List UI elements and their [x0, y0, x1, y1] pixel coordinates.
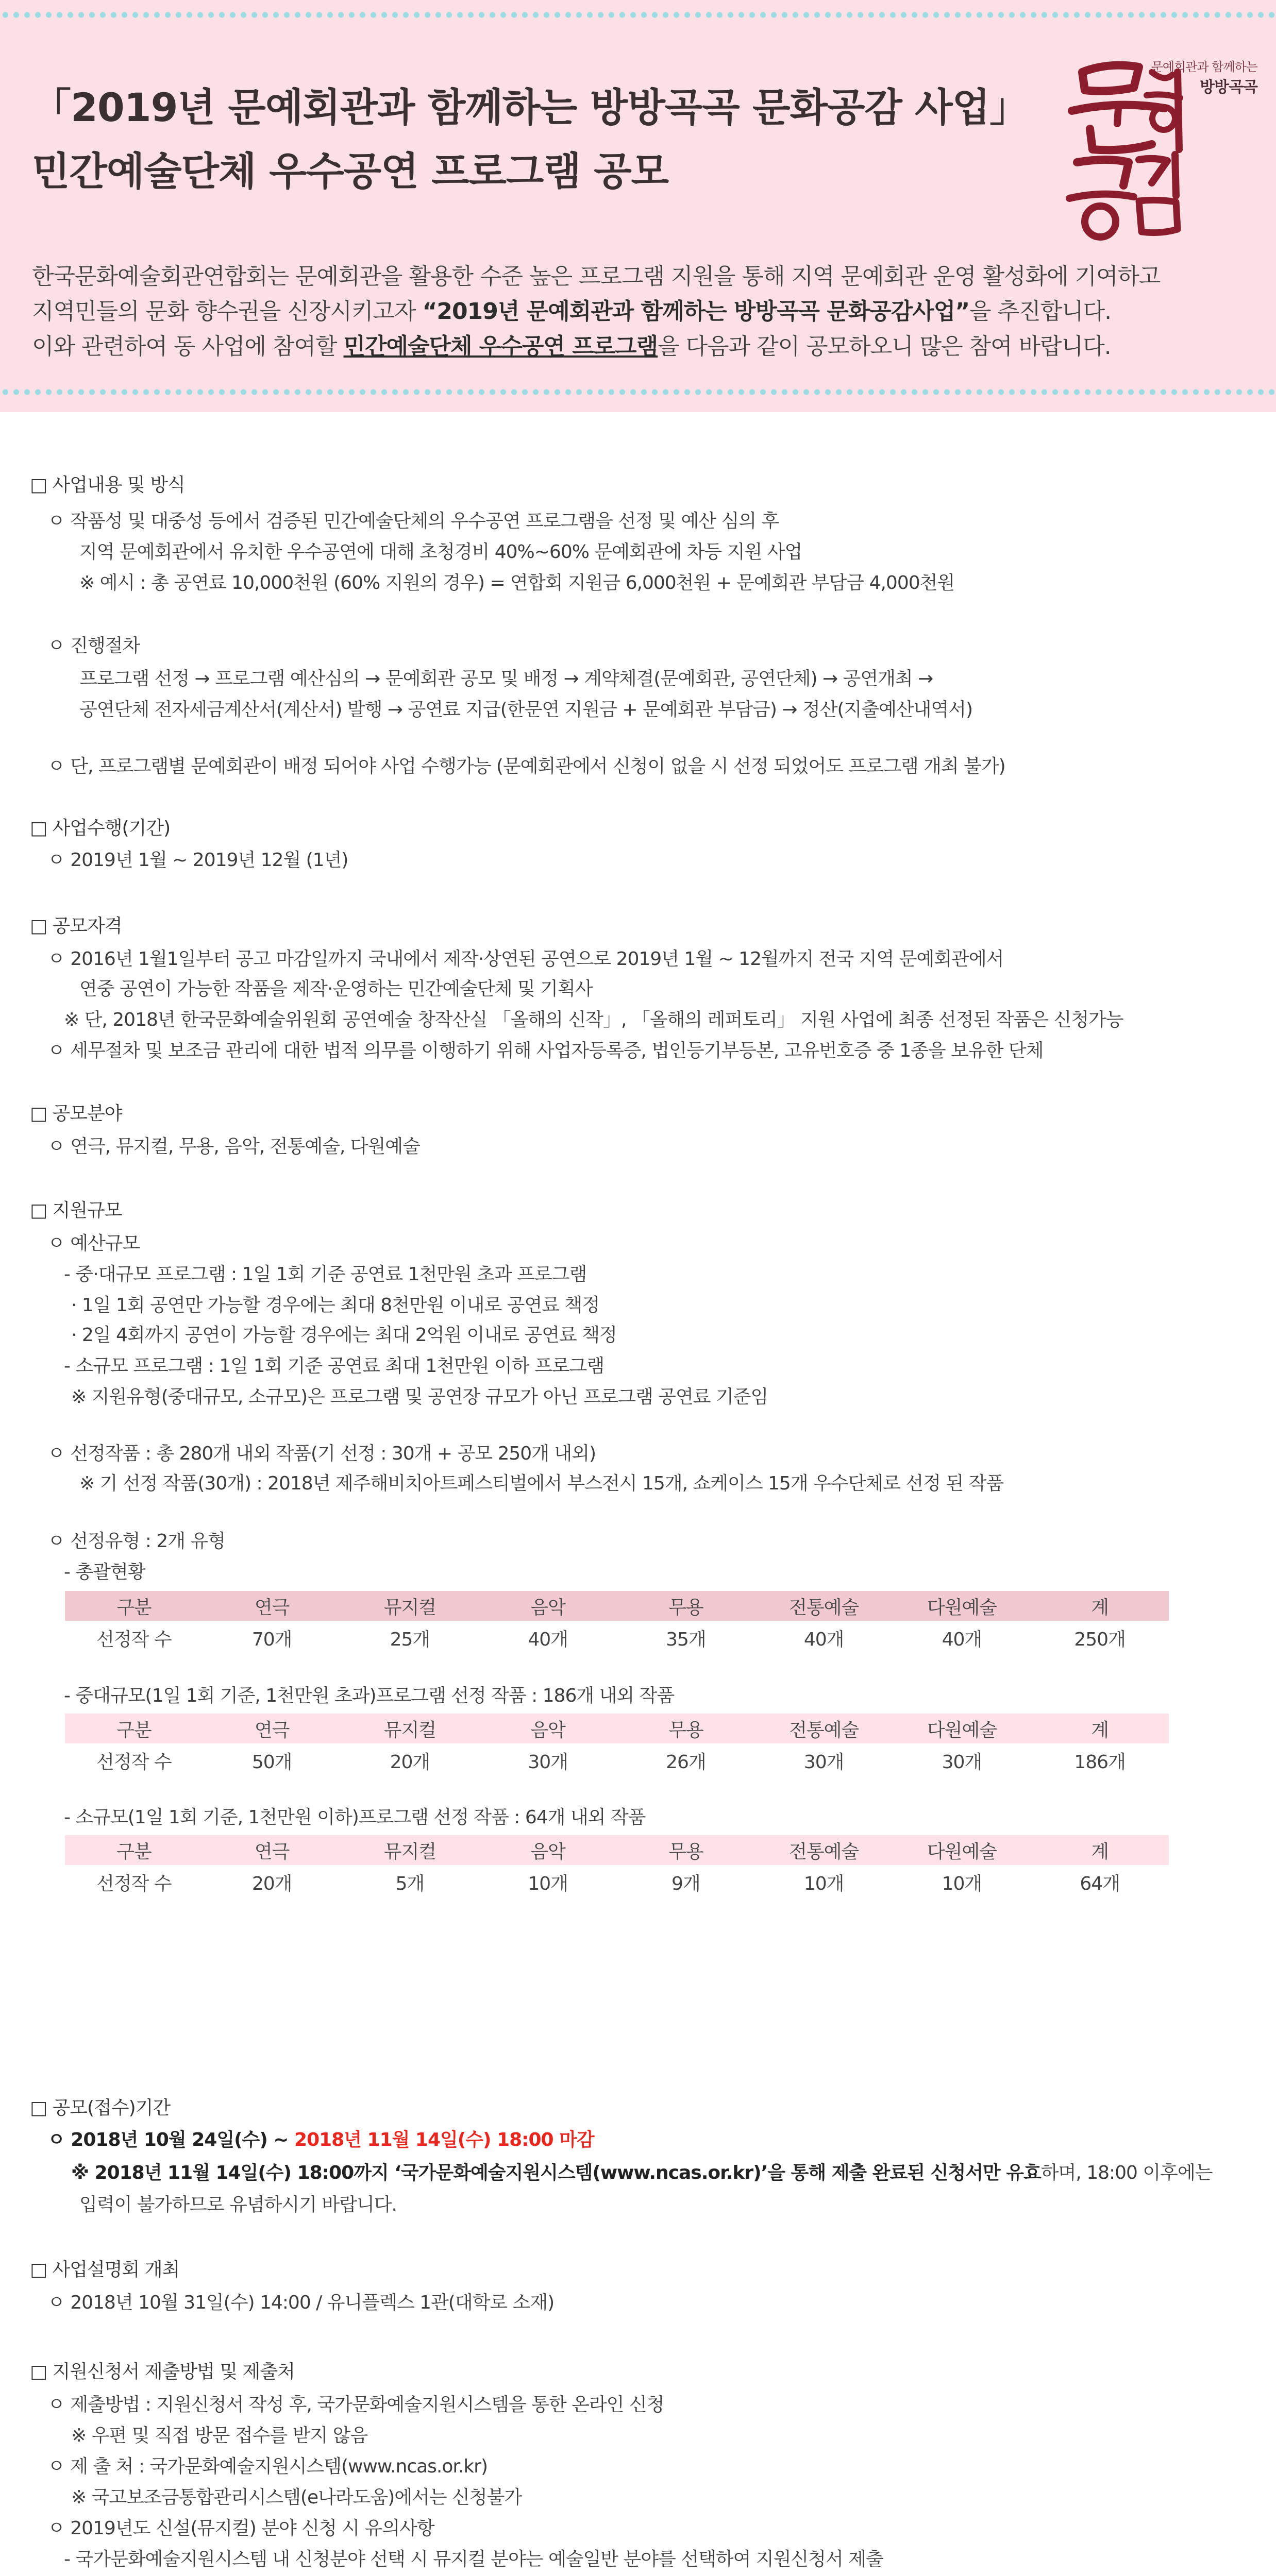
dotted-border-bottom [0, 387, 1276, 397]
page-title-line2: 민간예술단체 우수공연 프로그램 공모 [32, 148, 669, 194]
selection-note: ※ 기 선정 작품(30개) : 2018년 제주해비치아트페스티벌에서 부스전시 15개, 쇼케이스 15개 우수단체로 선정 된 작품 [79, 1473, 1004, 1494]
application-period [47, 2129, 594, 2151]
table-cell: 40개 [528, 1629, 568, 1650]
table-cell: 40개 [803, 1629, 844, 1650]
table-cell: 20개 [390, 1751, 430, 1773]
table-cell: 26개 [666, 1751, 706, 1773]
bullet-text: ㅇ 작품성 및 대중성 등에서 검증된 민간예술단체의 우수공연 프로그램을 선정 및 예산 심의 후 [47, 511, 779, 532]
table-row [65, 1621, 1169, 1655]
table-header-cell: 음악 [479, 1835, 617, 1865]
table-header-cell: 뮤지컬 [341, 1714, 479, 1743]
project-name-emphasis: “2019년 문예회관과 함께하는 방방곡곡 문화공감사업” [422, 298, 970, 325]
deadline-note-emphasis: ※ 2018년 11월 14일(수) 18:00까지 ‘국가문화예술지원시스템(www.ncas.or.kr)’을 통해 제출 완료된 신청서만 유효 [71, 2162, 1041, 2183]
table-header-cell: 계 [1031, 1835, 1169, 1865]
total-status-table [65, 1591, 1169, 1655]
table-cell: 5개 [395, 1873, 425, 1894]
section-heading-eligibility: □ 공모자격 [30, 916, 122, 937]
table-header-cell: 뮤지컬 [341, 1591, 479, 1621]
bullet-text: ㅇ 제 출 처 : 국가문화예술지원시스템(www.ncas.or.kr) [47, 2456, 488, 2477]
intro-line-1 [32, 258, 1161, 291]
period-start: ㅇ 2018년 10월 24일(수) ~ [47, 2129, 295, 2150]
table-header-cell: 다원예술 [893, 1591, 1031, 1621]
table-cell: 186개 [1074, 1751, 1126, 1773]
table-header-cell: 연극 [203, 1591, 341, 1621]
bullet-text: ㅇ 단, 프로그램별 문예회관이 배정 되어야 사업 수행가능 (문예회관에서 신청이 없을 시 선정 되었어도 프로그램 개최 불가) [47, 756, 1005, 777]
section-heading-scale: □ 지원규모 [30, 1200, 122, 1221]
deadline-note [71, 2162, 1213, 2184]
section-heading-briefing: □ 사업설명회 개최 [30, 2259, 180, 2280]
table-cell: 10개 [803, 1873, 844, 1894]
bullet-text: ㅇ 2019년 1월 ~ 2019년 12월 (1년) [47, 850, 348, 871]
intro-text: 이와 관련하여 동 사업에 참여할 [32, 333, 344, 360]
dotted-border-top [0, 10, 1276, 20]
header-banner [0, 0, 1276, 412]
intro-text: 을 추진합니다. [969, 298, 1112, 325]
intro-text: 한국문화예술회관연합회는 문예회관을 활용한 수준 높은 프로그램 지원을 통해 지역 문예회관 운영 활성화에 기여하고 [32, 263, 1161, 290]
table-header-cell: 전통예술 [755, 1591, 893, 1621]
table-cell: 20개 [251, 1873, 292, 1894]
table-header-cell: 구분 [65, 1835, 203, 1865]
bullet-text: ㅇ 예산규모 [47, 1233, 140, 1254]
process-steps-line2: 공연단체 전자세금계산서(계산서) 발행 → 공연료 지급(한문연 지원금 + 문예회관 부담금) → 정산(지출예산내역서) [79, 699, 973, 720]
table-cell: 50개 [251, 1751, 292, 1773]
section-heading-application-period: □ 공모(접수)기간 [30, 2097, 171, 2119]
table-header-cell: 연극 [203, 1835, 341, 1865]
table-caption-total: - 총괄현황 [64, 1562, 145, 1583]
table-header-cell: 구분 [65, 1591, 203, 1621]
eligibility-note: ※ 단, 2018년 한국문화예술위원회 공연예술 창작산실 「올해의 신작」, 「올해의 레퍼토리」 지원 사업에 최종 선정된 작품은 신청가능 [64, 1009, 1123, 1030]
program-name-emphasis: 민간예술단체 우수공연 프로그램 [343, 333, 658, 360]
table-cell: 선정작 수 [96, 1629, 172, 1650]
budget-note: ※ 지원유형(중대규모, 소규모)은 프로그램 및 공연장 규모가 아닌 프로그램 공연료 기준임 [71, 1386, 768, 1408]
table-cell: 30개 [528, 1751, 568, 1773]
deadline-note-continued: 입력이 불가하므로 유념하시기 바랍니다. [79, 2194, 397, 2215]
table-cell: 40개 [942, 1629, 982, 1650]
section-heading-submission: □ 지원신청서 제출방법 및 제출처 [30, 2361, 295, 2382]
table-cell: 10개 [942, 1873, 982, 1894]
table-caption-mid: - 중대규모(1일 1회 기준, 1천만원 초과)프로그램 선정 작품 : 186개 내외 작품 [64, 1685, 675, 1706]
table-header-cell: 음악 [479, 1591, 617, 1621]
bullet-text-continued: 지역 문예회관에서 유치한 우수공연에 대해 초청경비 40%~60% 문예회관에 차등 지원 사업 [79, 541, 802, 563]
table-header-cell: 전통예술 [755, 1714, 893, 1743]
budget-item: - 중·대규모 프로그램 : 1일 1회 기준 공연료 1천만원 초과 프로그램 [64, 1264, 587, 1285]
table-row [65, 1865, 1169, 1899]
table-header-row [65, 1591, 1169, 1621]
table-header-cell: 무용 [617, 1714, 755, 1743]
table-cell: 35개 [666, 1629, 706, 1650]
section-heading-period: □ 사업수행(기간) [30, 818, 171, 839]
deadline-note-text: 하며, 18:00 이후에는 [1040, 2162, 1213, 2183]
bullet-text: ㅇ 2019년도 신설(뮤지컬) 분야 신청 시 유의사항 [47, 2518, 434, 2539]
budget-subitem: · 1일 1회 공연만 가능할 경우에는 최대 8천만원 이내로 공연료 책정 [71, 1295, 599, 1316]
table-cell: 9개 [671, 1873, 700, 1894]
logo-subtitle-small: 문예회관과 함께하는 [1151, 60, 1257, 74]
table-header-cell: 전통예술 [755, 1835, 893, 1865]
table-cell: 선정작 수 [96, 1751, 172, 1773]
table-header-cell: 다원예술 [893, 1835, 1031, 1865]
bullet-text: ㅇ 선정작품 : 총 280개 내외 작품(기 선정 : 30개 + 공모 250개 내외) [47, 1443, 596, 1464]
submission-note: ※ 우편 및 직접 방문 접수를 받지 않음 [71, 2425, 368, 2446]
submission-note: ※ 국고보조금통합관리시스템(e나라도움)에서는 신청불가 [71, 2487, 522, 2508]
budget-subitem: · 2일 4회까지 공연이 가능할 경우에는 최대 2억원 이내로 공연료 책정 [71, 1325, 617, 1346]
table-header-cell: 연극 [203, 1714, 341, 1743]
table-cell: 25개 [390, 1629, 430, 1650]
bullet-text: ㅇ 세무절차 및 보조금 관리에 대한 법적 의무를 이행하기 위해 사업자등록증, 법인등기부등본, 고유번호증 중 1종을 보유한 단체 [47, 1040, 1044, 1061]
table-cell: 64개 [1080, 1873, 1120, 1894]
section-heading-fields: □ 공모분야 [30, 1103, 122, 1124]
example-note: ※ 예시 : 총 공연료 10,000천원 (60% 지원의 경우) = 연합회 지원금 6,000천원 + 문예회관 부담금 4,000천원 [79, 572, 955, 594]
bullet-text: ㅇ 2016년 1월1일부터 공고 마감일까지 국내에서 제작·상연된 공연으로 2019년 1월 ~ 12월까지 전국 지역 문예회관에서 [47, 948, 1004, 970]
table-header-cell: 계 [1031, 1591, 1169, 1621]
table-caption-small: - 소규모(1일 1회 기준, 1천만원 이하)프로그램 선정 작품 : 64개 내외 작품 [64, 1807, 646, 1828]
logo-calligraphy [1062, 52, 1185, 247]
small-scale-table [65, 1835, 1169, 1899]
intro-line-3 [32, 328, 1111, 361]
table-cell: 선정작 수 [96, 1873, 172, 1894]
table-header-cell: 뮤지컬 [341, 1835, 479, 1865]
table-row [65, 1743, 1169, 1777]
table-header-row [65, 1714, 1169, 1743]
deadline-highlight: 2018년 11월 14일(수) 18:00 마감 [294, 2129, 594, 2150]
table-header-cell: 다원예술 [893, 1714, 1031, 1743]
intro-text: 을 다음과 같이 공모하오니 많은 참여 바랍니다. [658, 333, 1111, 360]
munhwa-gonggam-logo [1062, 36, 1257, 252]
mid-scale-table [65, 1714, 1169, 1777]
budget-item: - 소규모 프로그램 : 1일 1회 기준 공연료 최대 1천만원 이하 프로그램 [64, 1355, 605, 1377]
table-header-cell: 음악 [479, 1714, 617, 1743]
bullet-text: ㅇ 선정유형 : 2개 유형 [47, 1531, 226, 1552]
intro-text: 지역민들의 문화 향수권을 신장시키고자 [32, 298, 423, 325]
table-header-cell: 구분 [65, 1714, 203, 1743]
bullet-text-continued: 연중 공연이 가능한 작품을 제작·운영하는 민간예술단체 및 기획사 [79, 978, 593, 999]
table-cell: 10개 [528, 1873, 568, 1894]
table-cell: 30개 [803, 1751, 844, 1773]
logo-subtitle-main: 방방곡곡 [1200, 78, 1257, 96]
table-cell: 70개 [251, 1629, 292, 1650]
bullet-text: ㅇ 2018년 10월 31일(수) 14:00 / 유니플렉스 1관(대학로 소재) [47, 2292, 555, 2313]
intro-line-2 [32, 293, 1111, 326]
page-title-line1: 「2019년 문예회관과 함께하는 방방곡곡 문화공감 사업」 [32, 84, 1029, 130]
bullet-text: ㅇ 제출방법 : 지원신청서 작성 후, 국가문화예술지원시스템을 통한 온라인 신청 [47, 2394, 664, 2415]
musical-note: - 국가문화예술지원시스템 내 신청분야 선택 시 뮤지컬 분야는 예술일반 분야를 선택하여 지원신청서 제출 [64, 2549, 883, 2570]
table-header-cell: 무용 [617, 1591, 755, 1621]
table-cell: 30개 [942, 1751, 982, 1773]
process-steps-line1: 프로그램 선정 → 프로그램 예산심의 → 문예회관 공모 및 배정 → 계약체결(문예회관, 공연단체) → 공연개최 → [79, 668, 933, 689]
table-header-row [65, 1835, 1169, 1865]
table-cell: 250개 [1074, 1629, 1126, 1650]
bullet-text: ㅇ 진행절차 [47, 635, 140, 656]
table-header-cell: 무용 [617, 1835, 755, 1865]
bullet-text: ㅇ 연극, 뮤지컬, 무용, 음악, 전통예술, 다원예술 [47, 1136, 420, 1157]
table-header-cell: 계 [1031, 1714, 1169, 1743]
section-heading-project: □ 사업내용 및 방식 [30, 474, 185, 496]
